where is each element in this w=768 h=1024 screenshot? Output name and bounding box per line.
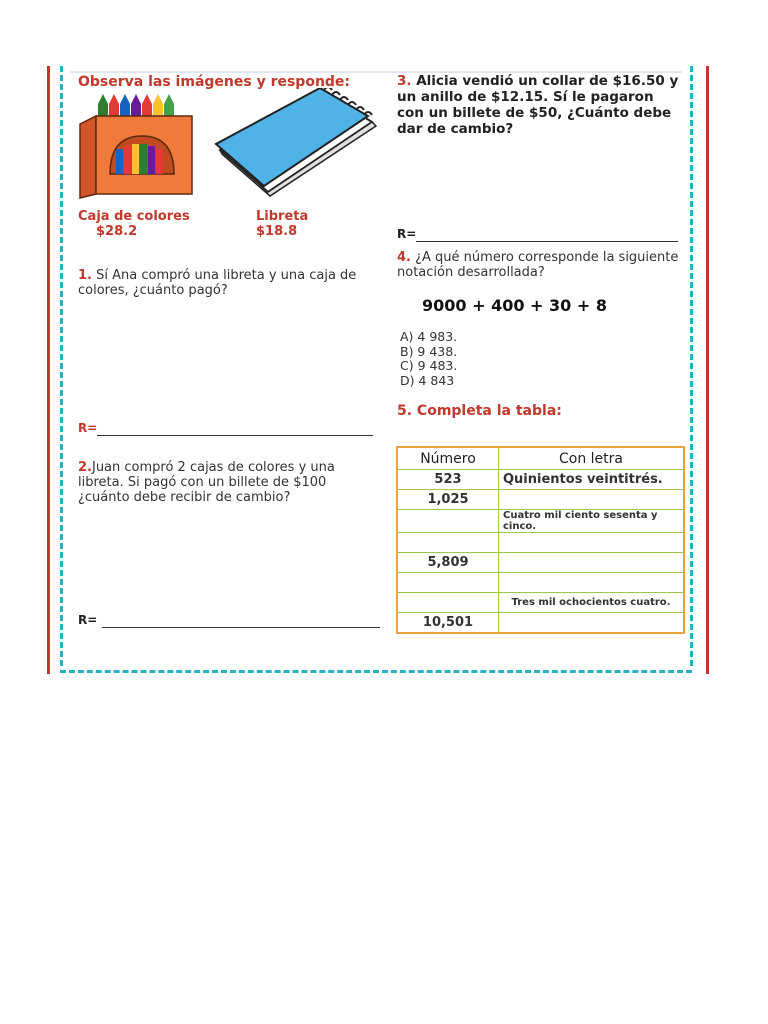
notebook-label: Libreta $18.8 [256, 209, 309, 239]
answer-3[interactable]: R= [397, 223, 678, 242]
crayon-box-image [76, 94, 196, 202]
table-row [397, 553, 684, 573]
cell-number[interactable] [397, 533, 499, 553]
bottom-dashed-border [60, 670, 692, 673]
cell-words[interactable] [499, 490, 685, 510]
question-3: 3. Alicia vendió un collar de $16.50 y un anillo de $12.15. Sí le pagaron con un billete de $50, ¿Cuánto debe dar de cambio? [397, 73, 679, 137]
cell-number[interactable]: 1,025 [397, 490, 499, 510]
number-table [396, 446, 685, 634]
expanded-notation: 9000 + 400 + 30 + 8 [422, 296, 607, 315]
question-1: 1. Sí Ana compró una libreta y una caja de colores, ¿cuánto pagó? [78, 268, 357, 298]
table-row [397, 533, 684, 553]
table-row [397, 573, 684, 593]
option-b[interactable]: B) 9 438. [400, 343, 458, 359]
cell-number[interactable] [397, 593, 499, 613]
answer-1[interactable]: R= [78, 417, 373, 436]
question-4: 4. ¿A qué número corresponde la siguiente notación desarrollada? [397, 250, 679, 280]
option-c[interactable]: C) 9 483. [400, 358, 458, 373]
answer-2[interactable]: R= [78, 609, 380, 628]
header-number: Número [397, 447, 499, 470]
left-red-border [47, 66, 50, 674]
cell-words[interactable] [499, 553, 685, 573]
cell-number[interactable]: 5,809 [397, 553, 499, 573]
left-dashed-border [60, 66, 63, 666]
cell-number[interactable]: 523 [397, 470, 499, 490]
table-row [397, 510, 684, 533]
option-a[interactable]: A) 4 983. [400, 329, 458, 344]
cell-words[interactable] [499, 573, 685, 593]
cell-words[interactable] [499, 533, 685, 553]
question-5-title: 5. Completa la tabla: [397, 403, 562, 419]
right-dashed-border [690, 66, 693, 666]
crayon-box-label: Caja de colores $28.2 [78, 209, 190, 239]
cell-words[interactable]: Tres mil ochocientos cuatro. [499, 593, 685, 613]
cell-words[interactable]: Cuatro mil ciento sesenta y cinco. [499, 510, 685, 533]
cell-number[interactable]: 10,501 [397, 613, 499, 634]
header-words: Con letra [499, 447, 685, 470]
notebook-image [212, 88, 384, 198]
cell-number[interactable] [397, 510, 499, 533]
table-row [397, 593, 684, 613]
intro-title: Observa las imágenes y responde: [78, 74, 351, 90]
right-red-border [706, 66, 709, 674]
table-row [397, 470, 684, 490]
table-row [397, 490, 684, 510]
cell-number[interactable] [397, 573, 499, 593]
cell-words[interactable] [499, 613, 685, 634]
cell-words[interactable]: Quinientos veintitrés. [499, 470, 685, 490]
question-2: 2.Juan compró 2 cajas de colores y una libreta. Si pagó con un billete de $100 ¿cuánto debe recibir de cambio? [78, 460, 335, 505]
table-header-row [397, 447, 684, 470]
answer-options [400, 330, 457, 388]
option-d[interactable]: D) 4 843 [400, 372, 455, 388]
table-row [397, 613, 684, 634]
